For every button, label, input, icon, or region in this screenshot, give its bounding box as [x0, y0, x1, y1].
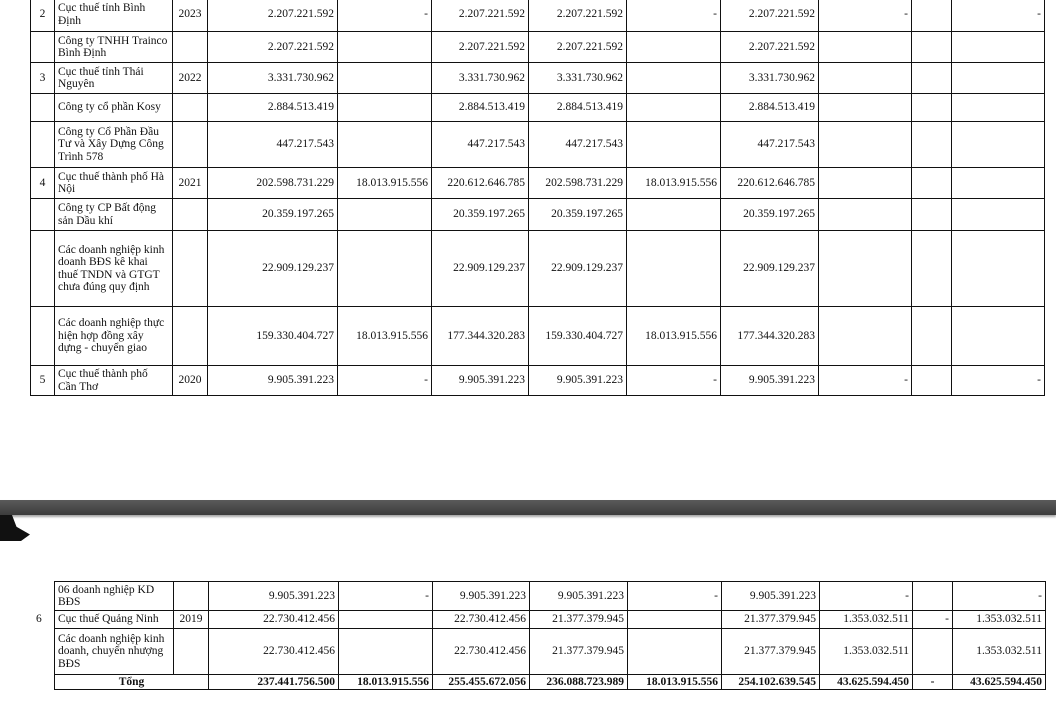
total-amount-cell: 18.013.915.556	[339, 675, 433, 690]
amount-cell	[819, 32, 912, 63]
amount-cell: 1.353.032.511	[953, 611, 1046, 629]
amount-cell	[952, 94, 1045, 122]
row-index	[31, 94, 55, 122]
amount-cell: 447.217.543	[721, 122, 819, 168]
amount-cell	[952, 307, 1045, 366]
row-year	[173, 199, 208, 231]
amount-cell: 9.905.391.223	[209, 582, 339, 611]
amount-cell	[912, 32, 952, 63]
row-index: 2	[31, 0, 55, 32]
table-row	[31, 366, 1045, 396]
amount-cell	[819, 122, 912, 168]
row-year	[173, 32, 208, 63]
amount-cell: 3.331.730.962	[721, 63, 819, 94]
row-index: 5	[31, 366, 55, 396]
total-amount-cell: 18.013.915.556	[628, 675, 722, 690]
amount-cell	[819, 63, 912, 94]
row-name: Công ty CP Bất động sản Dầu khí	[55, 199, 173, 231]
amount-cell: 2.207.221.592	[721, 0, 819, 32]
amount-cell	[952, 168, 1045, 199]
amount-cell	[952, 32, 1045, 63]
amount-cell: 2.207.221.592	[208, 32, 338, 63]
amount-cell: 1.353.032.511	[820, 611, 913, 629]
amount-cell	[819, 199, 912, 231]
amount-cell	[819, 94, 912, 122]
tax-table-bottom-body	[55, 582, 1046, 690]
table-row	[31, 168, 1045, 199]
amount-cell: 22.909.129.237	[432, 231, 529, 307]
amount-cell: 22.909.129.237	[721, 231, 819, 307]
row-year	[173, 307, 208, 366]
table-row	[55, 582, 1046, 611]
amount-cell: 2.207.221.592	[208, 0, 338, 32]
amount-cell: 2.884.513.419	[529, 94, 627, 122]
row-name: 06 doanh nghiệp KD BĐS	[55, 582, 174, 611]
row-year	[173, 231, 208, 307]
total-amount-cell: 255.455.672.056	[433, 675, 530, 690]
row-year	[173, 94, 208, 122]
amount-cell: 20.359.197.265	[529, 199, 627, 231]
amount-cell: -	[953, 582, 1046, 611]
amount-cell: 202.598.731.229	[208, 168, 338, 199]
row-year	[174, 582, 209, 611]
row-name: Công ty cổ phần Kosy	[55, 94, 173, 122]
amount-cell	[952, 63, 1045, 94]
amount-cell: -	[627, 366, 721, 396]
tax-table-top-body	[31, 0, 1045, 396]
amount-cell: 2.207.221.592	[432, 32, 529, 63]
total-amount-cell: 43.625.594.450	[953, 675, 1046, 690]
amount-cell: -	[628, 582, 722, 611]
amount-cell: 202.598.731.229	[529, 168, 627, 199]
amount-cell: 22.730.412.456	[433, 611, 530, 629]
amount-cell: 3.331.730.962	[529, 63, 627, 94]
amount-cell	[338, 122, 432, 168]
amount-cell	[338, 231, 432, 307]
amount-cell	[627, 199, 721, 231]
amount-cell: -	[338, 366, 432, 396]
amount-cell	[819, 168, 912, 199]
amount-cell: 1.353.032.511	[820, 629, 913, 675]
amount-cell: 220.612.646.785	[432, 168, 529, 199]
total-amount-cell: 236.088.723.989	[530, 675, 628, 690]
row-name: Cục thuế tỉnh Bình Định	[55, 0, 173, 32]
table-row	[31, 0, 1045, 32]
row-year: 2020	[173, 366, 208, 396]
amount-cell: 9.905.391.223	[433, 582, 530, 611]
amount-cell	[912, 168, 952, 199]
amount-cell: -	[913, 611, 953, 629]
total-label: Tổng	[55, 675, 209, 690]
row-year: 2019	[174, 611, 209, 629]
amount-cell: 21.377.379.945	[530, 611, 628, 629]
row-year	[174, 629, 209, 675]
tax-table-top	[30, 0, 1045, 396]
amount-cell: 9.905.391.223	[530, 582, 628, 611]
amount-cell: 9.905.391.223	[432, 366, 529, 396]
amount-cell: 447.217.543	[208, 122, 338, 168]
page-corner-shadow	[0, 515, 30, 541]
amount-cell: 1.353.032.511	[953, 629, 1046, 675]
amount-cell	[912, 231, 952, 307]
amount-cell: 177.344.320.283	[721, 307, 819, 366]
amount-cell: -	[952, 0, 1045, 32]
amount-cell	[627, 94, 721, 122]
row-name: Công ty Cổ Phần Đầu Tư và Xây Dựng Công Trình 578	[55, 122, 173, 168]
amount-cell: -	[339, 582, 433, 611]
amount-cell: 220.612.646.785	[721, 168, 819, 199]
amount-cell: 9.905.391.223	[721, 366, 819, 396]
amount-cell: 21.377.379.945	[722, 629, 820, 675]
amount-cell: 3.331.730.962	[432, 63, 529, 94]
table-row	[55, 611, 1046, 629]
row-name: Cục thuế thành phố Hà Nội	[55, 168, 173, 199]
total-amount-cell: 43.625.594.450	[820, 675, 913, 690]
row-index	[31, 199, 55, 231]
table-row	[31, 32, 1045, 63]
amount-cell: 2.207.221.592	[529, 0, 627, 32]
amount-cell: 2.207.221.592	[432, 0, 529, 32]
amount-cell: 22.730.412.456	[209, 629, 339, 675]
amount-cell: -	[819, 366, 912, 396]
row-index	[31, 307, 55, 366]
row-name: Cục thuế Quảng Ninh	[55, 611, 174, 629]
amount-cell	[338, 94, 432, 122]
amount-cell	[628, 611, 722, 629]
amount-cell	[339, 611, 433, 629]
amount-cell	[912, 0, 952, 32]
amount-cell: 9.905.391.223	[529, 366, 627, 396]
amount-cell: 2.884.513.419	[208, 94, 338, 122]
amount-cell	[913, 582, 953, 611]
amount-cell	[952, 199, 1045, 231]
row-name: Các doanh nghiệp thực hiện hợp đồng xây dựng - chuyển giao	[55, 307, 173, 366]
amount-cell	[912, 63, 952, 94]
total-amount-cell: 254.102.639.545	[722, 675, 820, 690]
amount-cell: 20.359.197.265	[432, 199, 529, 231]
tax-table-bottom	[54, 581, 1046, 690]
amount-cell	[912, 94, 952, 122]
amount-cell: 177.344.320.283	[432, 307, 529, 366]
amount-cell	[819, 307, 912, 366]
amount-cell	[627, 231, 721, 307]
row-name: Cục thuế thành phố Cần Thơ	[55, 366, 173, 396]
table-row	[31, 231, 1045, 307]
amount-cell: 20.359.197.265	[721, 199, 819, 231]
table-row	[31, 199, 1045, 231]
row-year: 2022	[173, 63, 208, 94]
amount-cell	[912, 366, 952, 396]
amount-cell: -	[627, 0, 721, 32]
amount-cell	[338, 199, 432, 231]
amount-cell: -	[338, 0, 432, 32]
table-row	[55, 629, 1046, 675]
total-amount-cell: -	[913, 675, 953, 690]
table-row	[31, 307, 1045, 366]
amount-cell: 2.207.221.592	[529, 32, 627, 63]
amount-cell: 18.013.915.556	[338, 307, 432, 366]
amount-cell: 21.377.379.945	[722, 611, 820, 629]
amount-cell	[338, 63, 432, 94]
row-name: Cục thuế tỉnh Thái Nguyên	[55, 63, 173, 94]
amount-cell: 159.330.404.727	[208, 307, 338, 366]
amount-cell	[627, 32, 721, 63]
page-divider	[0, 500, 1056, 515]
amount-cell: 9.905.391.223	[208, 366, 338, 396]
amount-cell: 22.909.129.237	[208, 231, 338, 307]
amount-cell: 3.331.730.962	[208, 63, 338, 94]
amount-cell: 2.884.513.419	[432, 94, 529, 122]
row-index	[31, 231, 55, 307]
amount-cell: 22.730.412.456	[209, 611, 339, 629]
amount-cell: 447.217.543	[432, 122, 529, 168]
row-year: 2023	[173, 0, 208, 32]
amount-cell: 2.207.221.592	[721, 32, 819, 63]
amount-cell: -	[952, 366, 1045, 396]
amount-cell	[952, 231, 1045, 307]
row-index: 3	[31, 63, 55, 94]
amount-cell: 2.884.513.419	[721, 94, 819, 122]
row-index	[31, 122, 55, 168]
row-name: Công ty TNHH Trainco Bình Định	[55, 32, 173, 63]
amount-cell	[627, 63, 721, 94]
total-row	[55, 675, 1046, 690]
table-row	[31, 94, 1045, 122]
amount-cell: 18.013.915.556	[627, 307, 721, 366]
amount-cell: 22.730.412.456	[433, 629, 530, 675]
amount-cell	[912, 199, 952, 231]
amount-cell: -	[820, 582, 913, 611]
row-index	[31, 32, 55, 63]
row-year	[173, 122, 208, 168]
amount-cell: 9.905.391.223	[722, 582, 820, 611]
amount-cell	[819, 231, 912, 307]
row-index: 4	[31, 168, 55, 199]
row-name: Các doanh nghiệp kinh doanh, chuyển nhượng BĐS	[55, 629, 174, 675]
amount-cell: 159.330.404.727	[529, 307, 627, 366]
amount-cell	[339, 629, 433, 675]
amount-cell	[338, 32, 432, 63]
row-name: Các doanh nghiệp kinh doanh BĐS kê khai thuế TNDN và GTGT chưa đúng quy định	[55, 231, 173, 307]
amount-cell	[628, 629, 722, 675]
amount-cell	[912, 307, 952, 366]
row-year: 2021	[173, 168, 208, 199]
amount-cell: 18.013.915.556	[338, 168, 432, 199]
amount-cell	[627, 122, 721, 168]
amount-cell	[952, 122, 1045, 168]
amount-cell: -	[819, 0, 912, 32]
total-amount-cell: 237.441.756.500	[209, 675, 339, 690]
row-index: 6	[36, 612, 42, 625]
amount-cell: 447.217.543	[529, 122, 627, 168]
amount-cell	[912, 122, 952, 168]
amount-cell: 20.359.197.265	[208, 199, 338, 231]
table-row	[31, 122, 1045, 168]
table-row	[31, 63, 1045, 94]
amount-cell	[913, 629, 953, 675]
amount-cell: 18.013.915.556	[627, 168, 721, 199]
amount-cell: 21.377.379.945	[530, 629, 628, 675]
amount-cell: 22.909.129.237	[529, 231, 627, 307]
